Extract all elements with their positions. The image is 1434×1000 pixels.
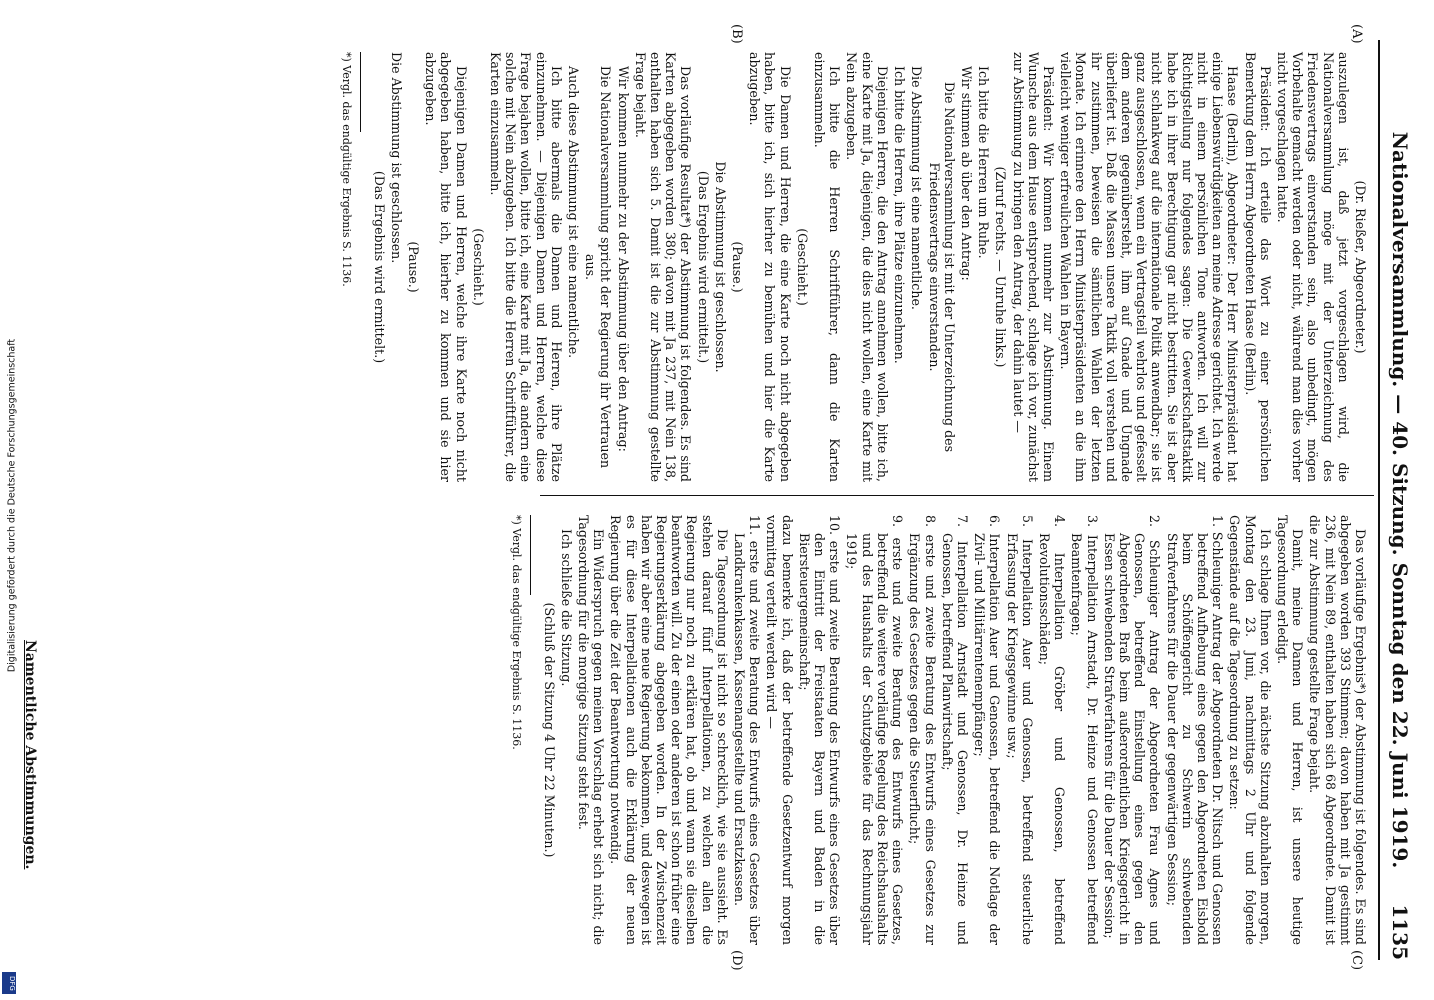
motion-text: Die Nationalversammlung ist mit der Unterzeichnung des Friedensvertrags einverstanden.: [926, 81, 957, 453]
paragraph: Präsident: Wir kommen nunmehr zur Abstimmung. Einem Wunsche aus dem Hause entsprechend, schlage ich vor, zunächst zur Abstimmung zu bringen den Antrag, der dahin lautet —: [1010, 52, 1056, 482]
footnote-rule: [530, 515, 531, 595]
paragraph: Diejenigen Damen und Herren, welche ihre Karte noch nicht abgegeben haben, bitte ich, hierher zu kommen und sie hier abzugeben.: [423, 52, 469, 482]
page-number: 1135: [1388, 904, 1412, 960]
paragraph: dazu bemerke ich, daß der betreffende Gesetzentwurf morgen vormittag verteilt werden wird —: [764, 515, 795, 945]
agenda-item: 4. Interpellation Gröber und Genossen, betreffend Revolutionsschäden;: [1036, 515, 1068, 945]
paragraph: auszulegen ist, daß jetzt vorgeschlagen wird, die Nationalversammlung möge mit der Unterzeichnung des Friedensvertrags einverstanden sein, also unbedingt, mögen Vorbehalte gemacht werden oder nicht, während man dies vorher nicht vorgeschlagen hatte.: [1274, 52, 1351, 482]
session-close-note: (Schluß der Sitzung 4 Uhr 22 Minuten.): [541, 602, 557, 858]
paragraph: Die Tagesordnung ist nicht so schrecklich, wie sie aussieht. Es stehen darauf fünf Interpellationen, zu welchen allen die Regierung nur noch zu erklären hat, ob und wann sie dieselben beantworten will. Zu der einen oder anderen ist schon früher eine Regierungserklärung abgegeben worden. In der Zwischenzeit haben wir aber eine neue Regierung bekommen, und deswegen ist es für diese Interpellationen auch die Erklärung der neuen Regierung über die Zeit der Beantwortung notwendig.: [608, 515, 730, 945]
footnote: *) Vergl. das endgültige Ergebnis S. 1136.: [510, 515, 524, 750]
motion-text: Die Nationalversammlung spricht der Regierung ihr Vertrauen aus.: [583, 65, 614, 469]
paragraph: Die Abstimmung ist eine namentliche.: [909, 66, 925, 310]
paragraph: Wir stimmen ab über den Antrag:: [958, 66, 974, 281]
interjection: (Zuruf rechts. — Unruhe links.): [993, 166, 1009, 368]
agenda-item: 3. Interpellation Arnstadt, Dr. Heinze und Genossen betreffend Beamtenfragen;: [1069, 515, 1100, 945]
margin-mark-b: (B): [729, 24, 744, 44]
paragraph: Ein Widerspruch gegen meinen Vorschlag erhebt sich nicht; die Tagesordnung für die morgige Sitzung steht fest.: [576, 515, 607, 945]
paragraph: Damit, meine Damen und Herren, ist unsere heutige Tagesordnung erledigt.: [1274, 515, 1306, 945]
margin-mark-a: (A): [1349, 24, 1364, 44]
margin-mark-d: (D): [729, 950, 744, 971]
paragraph: Ich schlage Ihnen vor, die nächste Sitzung abzuhalten morgen, Montag den 23. Juni, nachmittags 2 Uhr und folgende Gegenstände auf die Tagesordnung zu setzen:: [1227, 515, 1273, 945]
paragraph: Die Abstimmung ist geschlossen.: [712, 161, 728, 373]
interjection: (Pause.): [406, 241, 422, 293]
funding-note: Digitalisierung gefördert durch die Deutsche Forschungsgemeinschaft: [6, 338, 18, 673]
page-header: [1380, 40, 1420, 960]
speaker-note: (Dr. Rießer, Abgeordneter.): [1353, 180, 1368, 354]
paragraph: Ich bitte abermals die Damen und Herren, ihre Plätze einzunehmen. — Diejenigen Damen und Herren, welche diese Frage bejahen wollen, bitte ich, eine Karte mit Ja, die andern eine solche mit Nein abzugeben. Ich bitte die Herren Schriftführer, die Karten einzusammeln.: [488, 52, 564, 482]
agenda-item: 11. erste und zweite Beratung des Entwurfs eines Gesetzes über Landkrankenkassen, Kassenangestellte und Ersatzkassen.: [732, 515, 763, 945]
interjection: (Das Ergebnis wird ermittelt.): [371, 170, 387, 364]
column-divider: [540, 495, 1374, 496]
interjection: (Das Ergebnis wird ermittelt.): [695, 170, 711, 364]
paragraph: Auch diese Abstimmung ist eine namentliche.: [566, 66, 582, 359]
footnote-rule: [360, 52, 361, 132]
paragraph: Diejenigen Herren, die den Antrag annehmen wollen, bitte ich, eine Karte mit Ja, diejenigen, die dies nicht wollen, eine Karte mit Nein abzugeben.: [844, 52, 890, 482]
interjection: (Geschieht.): [470, 228, 486, 306]
agenda-item: 9. erste und zweite Beratung des Entwurfs eines Gesetzes, betreffend die weitere vorläufige Regelung des Reichshaushalts und des Haushalts der Schutzgebiete für das Rechnungsjahr 1919;: [844, 515, 906, 945]
right-column: [509, 515, 1368, 945]
left-column: [339, 52, 1368, 482]
agenda-item: 2. Schleuniger Antrag der Abgeordneten Frau Agnes und Genossen, betreffend Einstellung eines gegen den Abgeordneten Braß beim außerordentlichen Kriegsgericht in Essen schwebenden Strafverfahrens für die Dauer der Session;: [1101, 515, 1163, 945]
agenda-item: 6. Interpellation Auer und Genossen, betreffend die Notlage der Zivil- und Militärrentenempfänger;: [972, 515, 1003, 945]
agenda-item: 7. Interpellation Arnstadt und Genossen, Dr. Heinze und Genossen, betreffend Planwirtschaft;: [939, 515, 970, 945]
agenda-item: 1. Schleuniger Antrag der Abgeordneten Dr. Nitsch und Genossen betreffend Aufhebung eines gegen den Abgeordneten Eisbold beim Schöffengericht zu Schwerin schwebenden Strafverfahrens für die Dauer der gegenwärtigen Session;: [1164, 515, 1226, 945]
paragraph: Haase (Berlin), Abgeordneter: Der Herr Ministerpräsident hat einige Liebenswürdigkeiten an meine Adresse gerichtet. Ich werde nicht in einem persönlichen Tone antworten. Ich will zur Richtigstellung nur folgendes sagen: Die Gewerkschaftstaktik habe ich in ihrer Berechtigung gar nicht bestritten. Sie ist aber nicht schlankweg auf die internationale Politik anwendbar; sie ist ganz ausgeschlossen, wenn ein Vertragsteil wehrlos und gefesselt dem anderen gegenübersteht, ihm auf Gnade und Ungnade überliefert ist. Daß die Massen unsere Taktik voll verstehen und ihr zustimmen, beweisen die sämtlichen Wahlen der letzten Monate. Ich erinnere den Herrn Ministerpräsidenten an die ihm vielleicht weniger erfreulichen Wahlen in Bayern.: [1058, 52, 1241, 482]
paragraph: Ich schließe die Sitzung.: [558, 529, 574, 687]
interjection: (Geschieht.): [794, 228, 810, 306]
footnote: *) Vergl. das endgültige Ergebnis S. 1136.: [340, 52, 354, 287]
paragraph: Das vorläufige Ergebnis*) der Abstimmung ist folgendes. Es sind abgegeben worden 393 Stimmen; davon haben mit Ja gestimmt 236, mit Nein 89, enthalten haben sich 68 Abgeordnete. Damit ist die zur Abstimmung gestellte Frage bejaht.: [1307, 515, 1368, 945]
agenda-item: 10. erste und zweite Beratung des Entwurfs eines Gesetzes über den Eintritt der Freistaaten Bayern und Baden in die Biersteuergemeinschaft;: [796, 515, 843, 945]
paragraph: Ich bitte die Herren Schriftführer, dann die Karten einzusammeln.: [812, 52, 843, 482]
page-title: Nationalversammlung. — 40. Sitzung. Sonntag den 22. Juni 1919.: [1388, 131, 1412, 869]
paragraph: Wir kommen nunmehr zu der Abstimmung über den Antrag:: [615, 66, 631, 452]
interjection: (Pause.): [730, 241, 746, 293]
dfg-logo: DFG: [2, 972, 16, 994]
paragraph: Das vorläufige Resultat*) der Abstimmung ist folgendes. Es sind Karten abgegeben worden 380; davon mit Ja 237, mit Nein 138, enthalten haben sich 5. Damit ist die zur Abstimmung gestellte Frage bejaht.: [632, 52, 694, 482]
section-heading-text: Namentliche Abstimmungen.: [22, 640, 38, 870]
paragraph: Präsident: Ich erteile das Wort zu einer persönlichen Bemerkung dem Herrn Abgeordneten Haase (Berlin).: [1242, 52, 1273, 482]
paragraph: Ich bitte die Herren, ihre Plätze einzunehmen.: [892, 66, 908, 364]
margin-mark-c: (C): [1349, 950, 1364, 971]
paragraph: Die Abstimmung ist geschlossen.: [388, 52, 404, 264]
header-rule: [1378, 40, 1380, 960]
paragraph: Ich bitte die Herren um Ruhe.: [976, 66, 992, 259]
section-heading: [22, 640, 41, 869]
agenda-item: 8. erste und zweite Beratung des Entwurfs eines Gesetzes zur Ergänzung des Gesetzes gegen die Steuerflucht;: [907, 515, 938, 945]
paragraph: Die Damen und Herren, die eine Karte noch nicht abgegeben haben, bitte ich, sich hierher zu bemühen und hier die Karte abzugeben.: [747, 52, 793, 482]
agenda-item: 5. Interpellation Auer und Genossen, betreffend steuerliche Erfassung der Kriegsgewinne usw.;: [1004, 515, 1035, 945]
